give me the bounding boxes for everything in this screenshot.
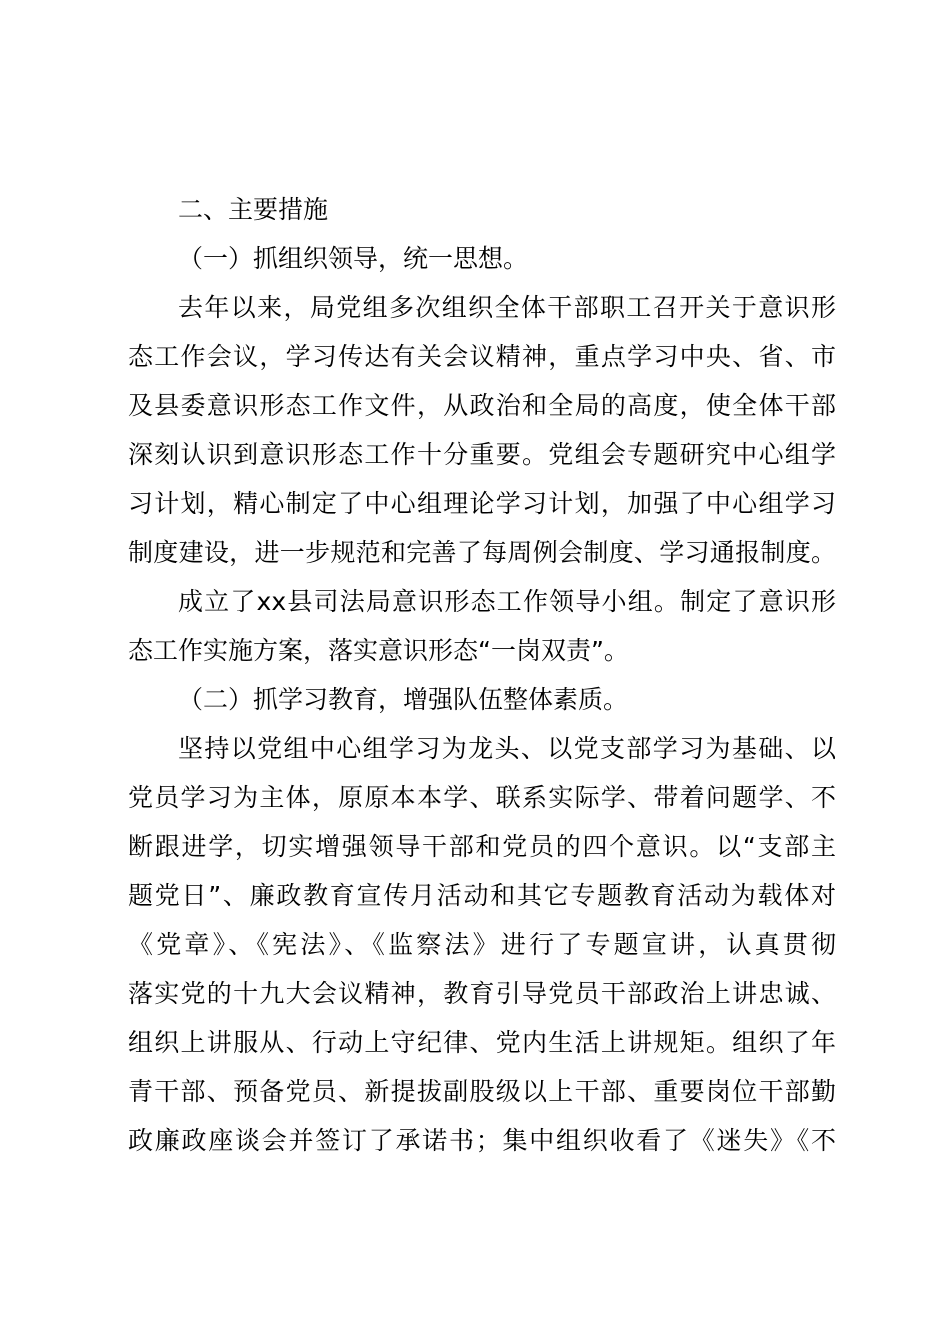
paragraph-line: 政廉政座谈会并签订了承诺书；集中组织收看了《迷失》《不 [128,1126,836,1155]
subsection-heading-1: （一）抓组织领导，统一思想。 [178,244,529,273]
paragraph-line: 态工作实施方案，落实意识形态“一岗双责”。 [128,636,629,665]
paragraph-line: 习计划，精心制定了中心组理论学习计划，加强了中心组学习 [128,489,836,518]
paragraph-line: 及县委意识形态工作文件，从政治和全局的高度，使全体干部 [128,391,836,420]
paragraph-line: 成立了xx县司法局意识形态工作领导小组。制定了意识形 [178,587,836,616]
paragraph-line: 深刻认识到意识形态工作十分重要。党组会专题研究中心组学 [128,440,836,469]
section-heading: 二、主要措施 [178,195,329,224]
subsection-heading-2: （二）抓学习教育，增强队伍整体素质。 [178,685,629,714]
paragraph-line: 坚持以党组中心组学习为龙头、以党支部学习为基础、以 [178,734,836,763]
paragraph-line: 青干部、预备党员、新提拔副股级以上干部、重要岗位干部勤 [128,1077,836,1106]
paragraph-line: 态工作会议，学习传达有关会议精神，重点学习中央、省、市 [128,342,836,371]
body-text [128,185,836,1165]
paragraph-line: 党员学习为主体，原原本本学、联系实际学、带着问题学、不 [128,783,836,812]
paragraph-line: 组织上讲服从、行动上守纪律、党内生活上讲规矩。组织了年 [128,1028,836,1057]
paragraph-line: 去年以来，局党组多次组织全体干部职工召开关于意识形 [178,293,836,322]
paragraph-line: 《党章》、《宪法》、《监察法》进行了专题宣讲，认真贯彻 [128,930,836,959]
paragraph-line: 断跟进学，切实增强领导干部和党员的四个意识。以“支部主 [128,832,836,861]
paragraph-line: 制度建设，进一步规范和完善了每周例会制度、学习通报制度。 [128,538,836,567]
paragraph-line: 落实党的十九大会议精神，教育引导党员干部政治上讲忠诚、 [128,979,836,1008]
paragraph-line: 题党日”、廉政教育宣传月活动和其它专题教育活动为载体对 [128,881,836,910]
